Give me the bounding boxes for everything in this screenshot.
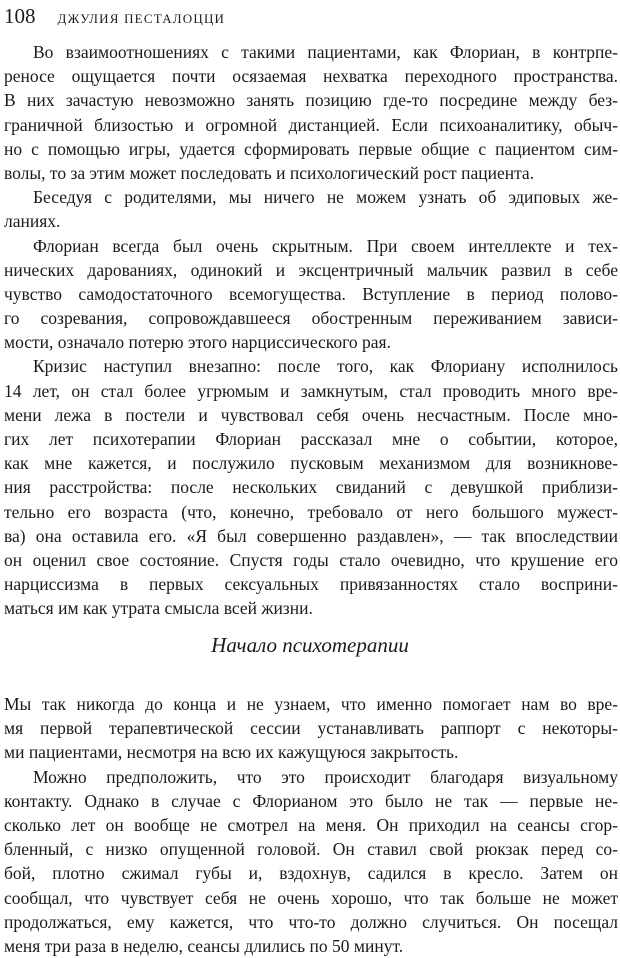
text-line: Флориан всегда был очень скрытным. При своем интеллекте и тех-	[33, 235, 618, 256]
running-head-title: ДЖУЛИЯ ПЕСТАЛОЦЦИ	[57, 11, 226, 26]
text-line: Во взаимоотношениях с такими пациентами, как Флориан, в контрпе-	[33, 42, 618, 62]
text-line: продолжаться, ему кажется, что что-то должно случиться. Он посещал	[4, 911, 618, 932]
text-line: ланиях.	[4, 211, 61, 232]
text-line: ва) она оставила его. «Я был совершенно раздавлен», — так впоследствии	[4, 525, 618, 546]
text-line: нических дарованиях, одинокий и эксцентричный мальчик развил в себе	[4, 259, 618, 280]
text-line: В них зачастую невозможно занять позицию где-то посредине между без-	[4, 90, 618, 111]
text-line: сообщал, что чувствует себя не очень хорошо, что так больше не может	[4, 887, 618, 908]
text-line: маться им как утрата смысла всей жизни.	[4, 598, 313, 619]
text-line: Беседуя с родителями, мы ничего не можем узнать об эдиповых же-	[33, 187, 618, 208]
text-line: меня три раза в неделю, сеансы длились по 50 минут.	[4, 935, 404, 956]
text-line: Можно предположить, что это происходит благодаря визуальному	[33, 766, 618, 787]
text-line: тельно его возраста (что, конечно, требовало от него большого мужест-	[4, 501, 618, 522]
text-line: волы, то за этим может последовать и психологический рост пациента.	[4, 162, 535, 183]
text-line: мя первой терапевтической сессии устанавливать раппорт с некоторы-	[4, 718, 618, 739]
body-text-before-heading	[4, 40, 618, 621]
text-line: контакту. Однако в случае с Флорианом это было не так — первые не-	[4, 790, 618, 811]
text-line: но с помощью игры, удается сформировать первые общие с пациентом сим-	[4, 138, 618, 159]
text-line: Мы так никогда до конца и не узнаем, что именно помогает нам во вре-	[4, 694, 618, 714]
text-line: реносе ощущается почти осязаемая нехватка переходного пространства.	[4, 66, 618, 87]
text-line: ми пациентами, несмотря на всю их кажущуюся закрытость.	[4, 742, 459, 763]
running-head	[4, 4, 225, 28]
text-line: как мне кажется, и послужило пусковым механизмом для возникнове-	[4, 453, 618, 474]
text-line: нарциссизма в первых сексуальных привязанностях стало восприни-	[4, 574, 618, 595]
text-line: 14 лет, он стал более угрюмым и замкнутым, стал проводить много вре-	[4, 380, 618, 401]
text-line: мени лежа в постели и чувствовал себя очень несчастным. После мно-	[4, 404, 618, 425]
text-line: бленный, с низко опущенной головой. Он ставил свой рюкзак перед со-	[4, 839, 618, 860]
section-heading: Начало психотерапии	[211, 633, 409, 657]
text-line: бой, плотно сжимал губы и, вздохнув, садился в кресло. Затем он	[4, 863, 618, 884]
text-line: мости, означало потерю этого нарциссического рая.	[4, 332, 391, 353]
body-text-after-heading	[4, 692, 618, 958]
text-line: сколько лет он вообще не смотрел на меня. Он приходил на сеансы сгор-	[4, 814, 618, 835]
text-line: го созревания, сопровождавшееся обостренным переживанием зависи-	[4, 308, 618, 329]
text-line: чувство самодостаточного всемогущества. Вступление в период полово-	[4, 283, 618, 304]
text-line: Кризис наступил внезапно: после того, как Флориану исполнилось	[33, 356, 618, 377]
text-line: гих лет психотерапии Флориан рассказал мне о событии, которое,	[4, 429, 618, 449]
text-line: он оценил свое состояние. Спустя годы стало очевидно, что крушение его	[4, 549, 618, 570]
text-line: граничной близостью и огромной дистанцией. Если психоаналитику, обыч-	[4, 114, 618, 135]
text-line: ния расстройства: после нескольких свиданий с девушкой приблизи-	[4, 477, 618, 498]
page-number: 108	[4, 4, 36, 28]
